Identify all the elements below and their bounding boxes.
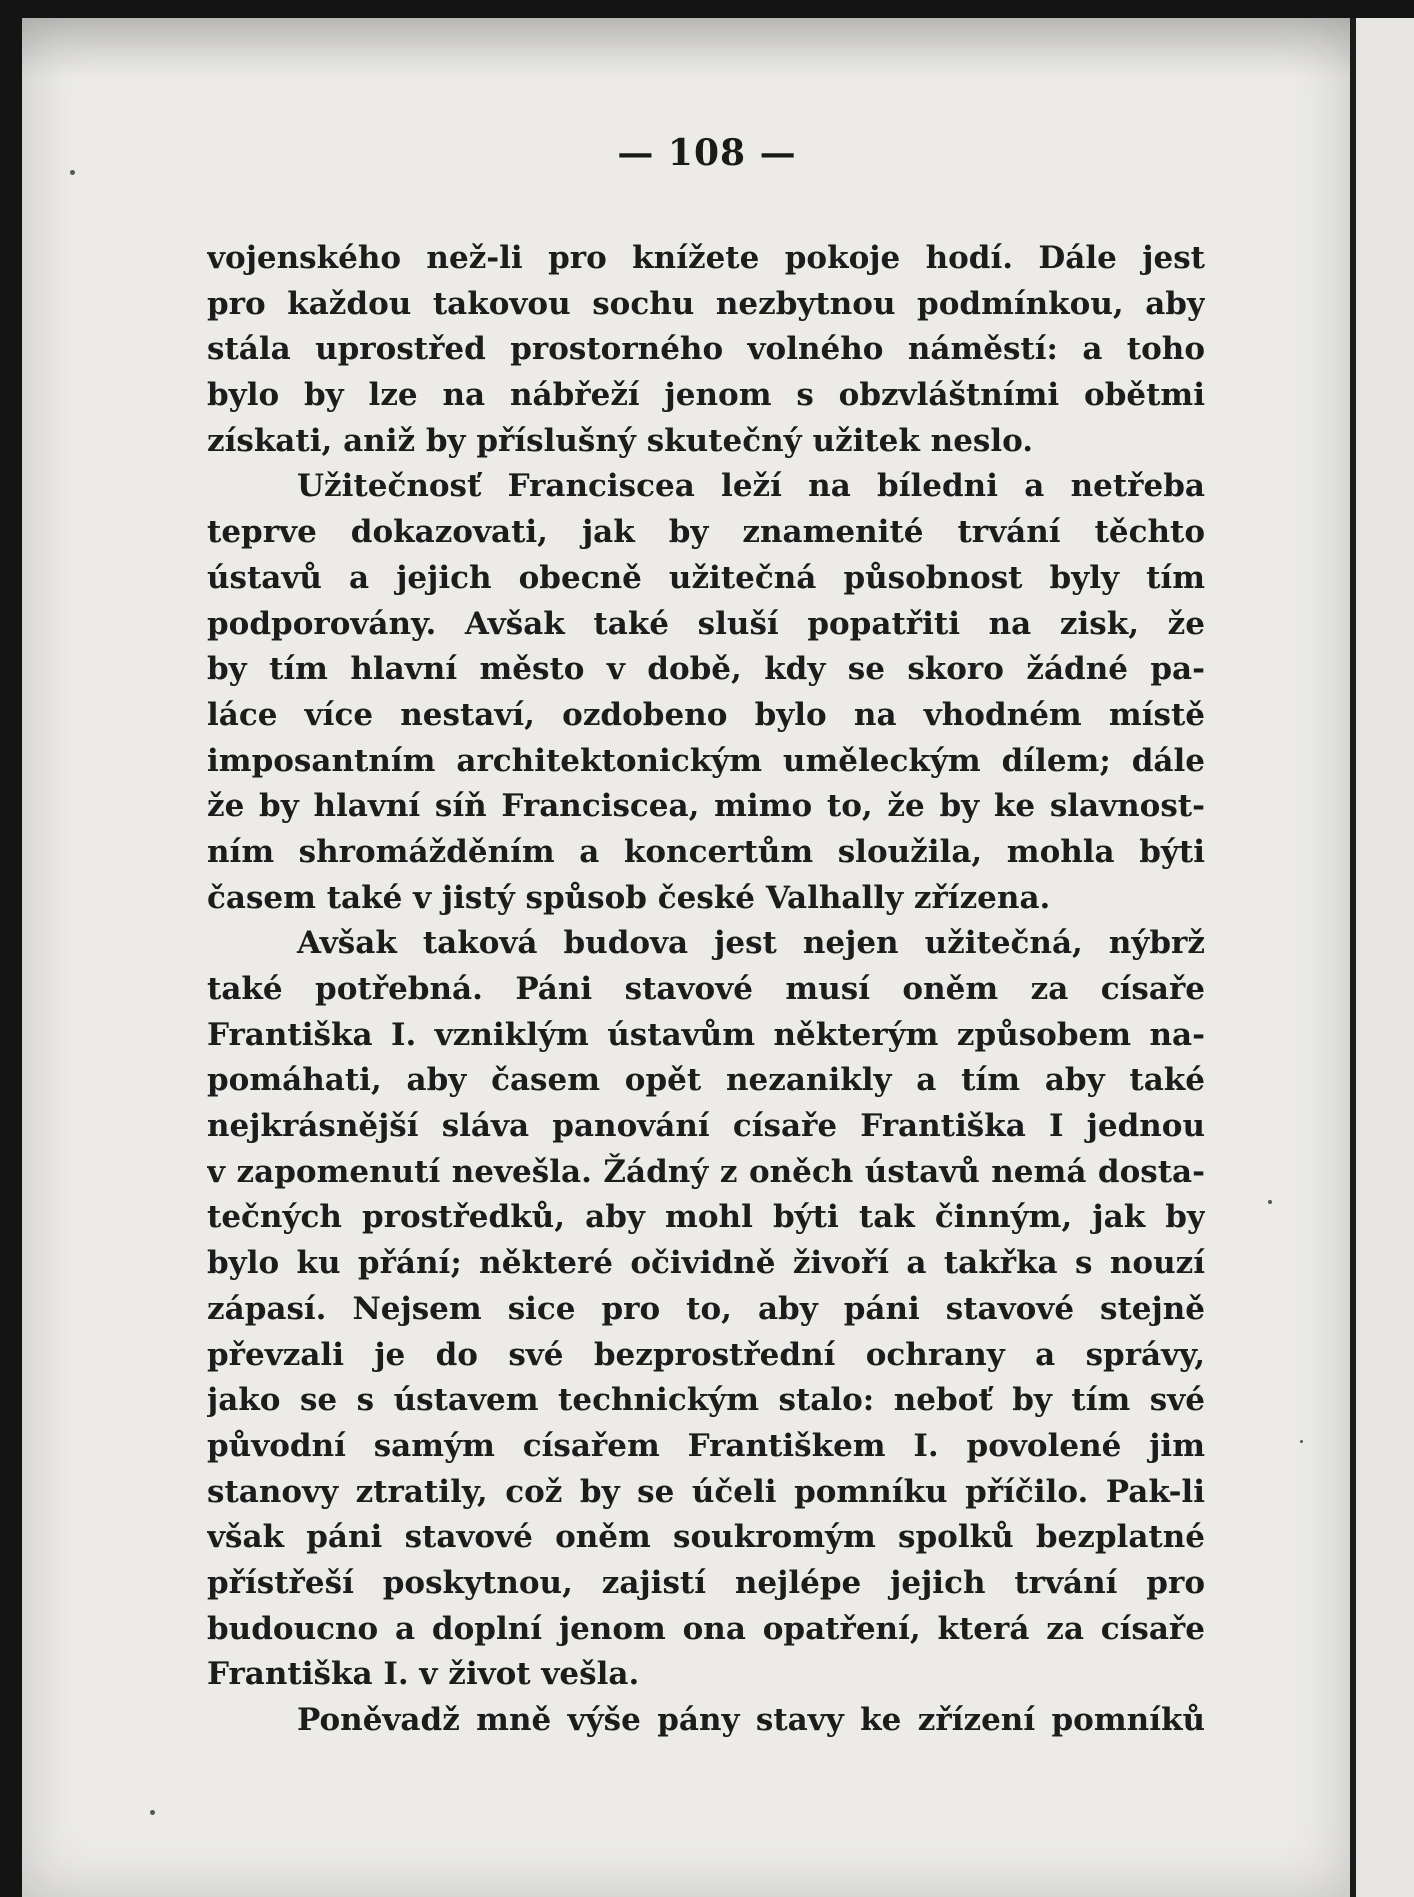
text-line: v zapomenutí nevešla. Žádný z oněch ústavů nemá dosta- — [207, 1153, 1205, 1190]
text-line: původní samým císařem Františkem I. povolené jim — [207, 1427, 1205, 1464]
text-line: stanovy ztratily, což by se účeli pomníku příčilo. Pak-li — [207, 1473, 1205, 1510]
next-page-edge — [1356, 18, 1414, 1897]
scan-speck — [1300, 1440, 1303, 1443]
text-line: pro každou takovou sochu nezbytnou podmínkou, aby — [207, 285, 1205, 322]
text-line: získati, aniž by příslušný skutečný užitek neslo. — [207, 422, 1034, 459]
scan-speck — [1268, 1200, 1272, 1204]
page-number: — 108 — — [617, 132, 797, 174]
text-line: nejkrásnější sláva panování císaře Františka I jednou — [207, 1108, 1205, 1145]
text-line: vojenského než-li pro knížete pokoje hodí. Dále jest — [207, 240, 1205, 276]
text-line: podporovány. Avšak také sluší popatřiti na zisk, že — [207, 605, 1205, 642]
text-line: však páni stavové oněm soukromým spolků bezplatné — [207, 1519, 1205, 1556]
text-line: bylo by lze na nábřeží jenom s obzvláštními obětmi — [207, 377, 1205, 414]
body-text — [207, 236, 1205, 1744]
text-line: teprve dokazovati, jak by znamenité trvání těchto — [207, 514, 1205, 551]
text-line: Poněvadž mně výše pány stavy ke zřízení pomníků — [297, 1702, 1205, 1738]
text-line: stála uprostřed prostorného volného náměstí: a toho — [207, 331, 1205, 368]
page-top-shadow — [22, 18, 1350, 78]
text-line: ním shromážděním a koncertům sloužila, mohla býti — [207, 833, 1205, 870]
text-line: budoucno a doplní jenom ona opatření, která za císaře — [207, 1610, 1205, 1647]
text-line: Užitečnosť Franciscea leží na bíledni a netřeba — [297, 468, 1205, 505]
text-line: také potřebná. Páni stavové musí oněm za císaře — [207, 971, 1205, 1007]
text-line: Františka I. v život vešla. — [207, 1656, 640, 1693]
text-line: Františka I. vzniklým ústavům některým způsobem na- — [207, 1016, 1205, 1053]
text-line: jako se s ústavem technickým stalo: neboť by tím své — [207, 1382, 1205, 1419]
text-line: převzali je do své bezprostřední ochrany a správy, — [207, 1336, 1205, 1373]
text-line: zápasí. Nejsem sice pro to, aby páni stavové stejně — [207, 1290, 1205, 1327]
text-line: imposantním architektonickým uměleckým dílem; dále — [207, 742, 1205, 779]
text-line: láce více nestaví, ozdobeno bylo na vhodném místě — [207, 696, 1205, 733]
text-line: časem také v jistý spůsob české Valhally zřízena. — [207, 879, 1051, 916]
text-line: pomáhati, aby časem opět nezanikly a tím aby také — [207, 1062, 1205, 1099]
text-line: bylo ku přání; některé očividně živoří a takřka s nouzí — [207, 1245, 1205, 1282]
text-line: ústavů a jejich obecně užitečná působnost byly tím — [207, 559, 1205, 596]
text-line: přístřeší poskytnou, zajistí nejlépe jejich trvání pro — [207, 1564, 1205, 1601]
text-line: že by hlavní síň Franciscea, mimo to, že by ke slavnost- — [207, 788, 1205, 825]
text-line: by tím hlavní město v době, kdy se skoro žádné pa- — [207, 651, 1205, 688]
scan-speck — [70, 170, 75, 175]
text-line: tečných prostředků, aby mohl býti tak činným, jak by — [207, 1199, 1205, 1236]
text-line: Avšak taková budova jest nejen užitečná, nýbrž — [297, 925, 1205, 962]
scan-speck — [150, 1810, 155, 1815]
